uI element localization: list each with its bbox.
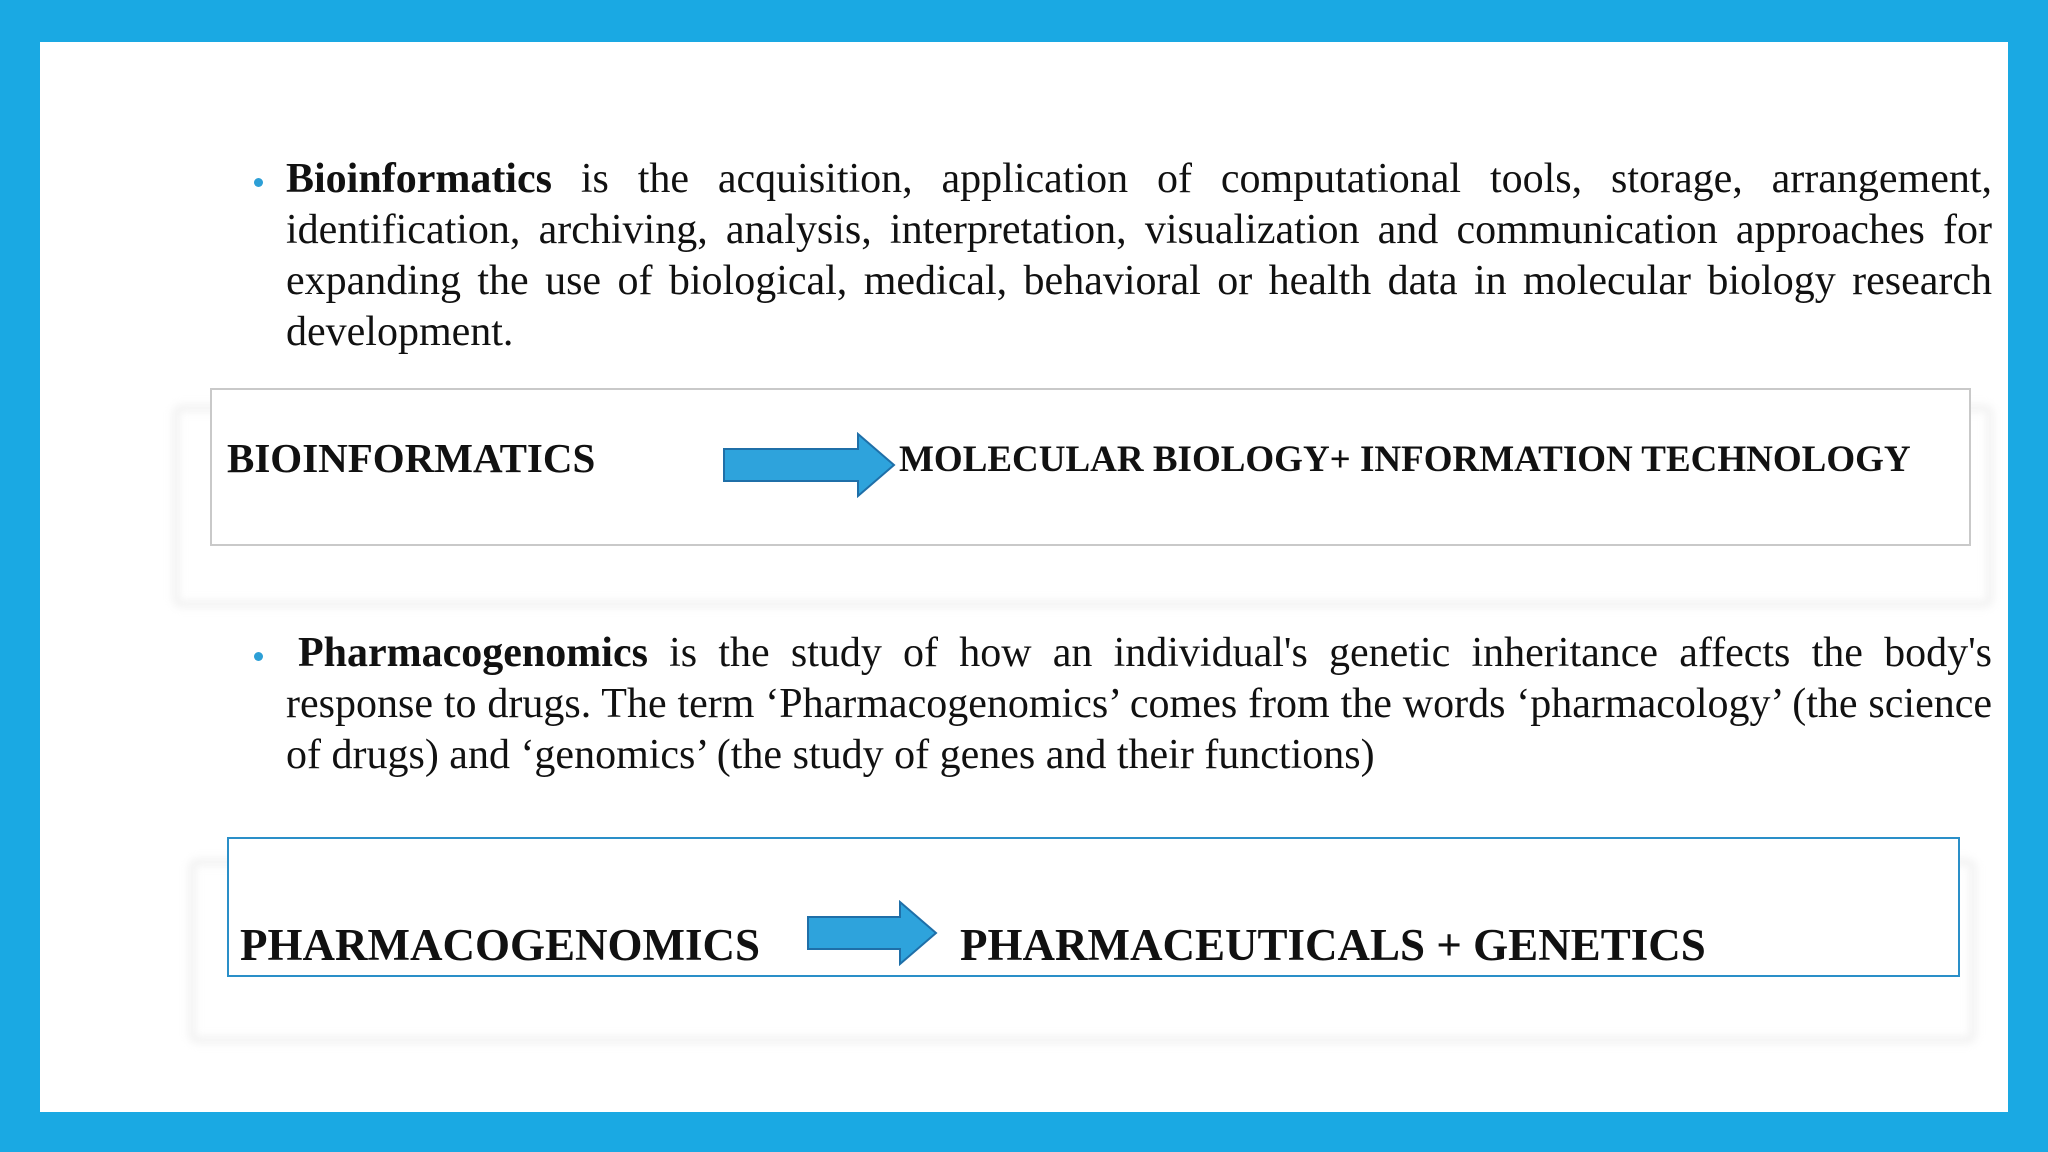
- bullet-dot-icon: [254, 652, 263, 661]
- equation-left-term: BIOINFORMATICS: [227, 435, 596, 481]
- equation-left-term: PHARMACOGENOMICS: [240, 920, 760, 970]
- bullet-term: Pharmacogenomics: [298, 630, 648, 676]
- right-arrow-icon: [722, 432, 898, 498]
- bullet-text: is the acquisition, application of computational tools, storage, arrangement, identification, archiving, analysis, interpretation, visualization and communication approaches for expanding the use of biological, medical, behavioral or health data in molecular biology research development.: [286, 156, 1992, 355]
- bullet-pharmacogenomics: [286, 628, 1992, 781]
- equation-box-bioinformatics: [210, 388, 1971, 546]
- equation-right-term: PHARMACEUTICALS + GENETICS: [960, 920, 1706, 970]
- bullet-dot-icon: [254, 178, 263, 187]
- equation-right-term: MOLECULAR BIOLOGY+ INFORMATION TECHNOLOGY: [899, 439, 1911, 480]
- bullet-bioinformatics: [286, 154, 1992, 358]
- bullet-term: Bioinformatics: [286, 156, 552, 202]
- slide-canvas: [40, 42, 2008, 1112]
- bullet-text: is the study of how an individual's genetic inheritance affects the body's response to drugs. The term ‘Pharmacogenomics’ comes from the words ‘pharmacology’ (the science of drugs) and ‘genomics’ (the study of genes and their functions): [286, 630, 1992, 778]
- right-arrow-icon: [806, 900, 940, 966]
- equation-box-pharmacogenomics: [227, 837, 1960, 977]
